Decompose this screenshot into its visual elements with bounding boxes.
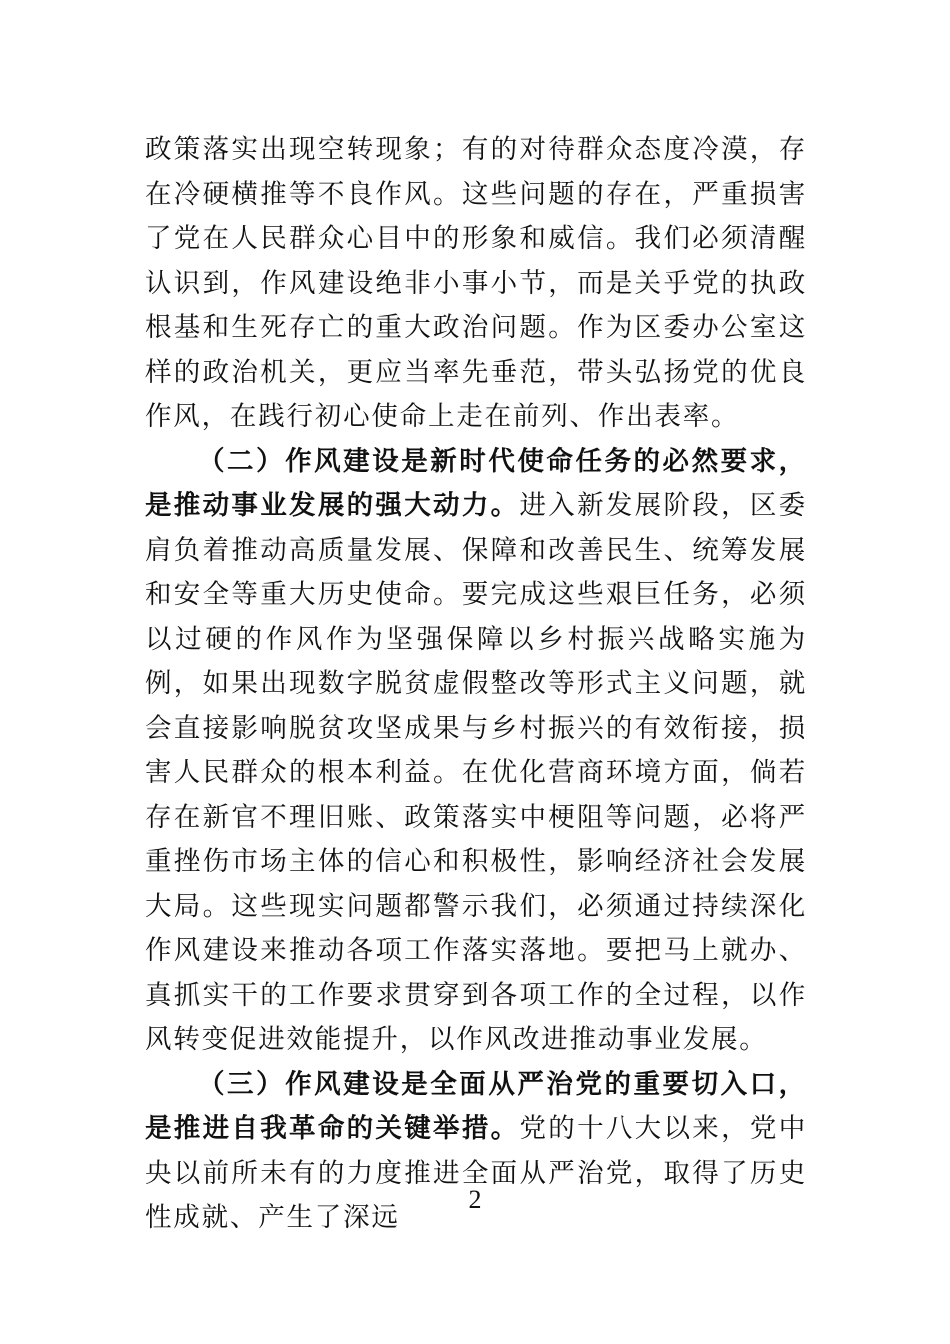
paragraph-3-text: 党的十八大以来，党中央以前所未有的力度推进全面从严治党，取得了历史性成就、产生了深远 [145,1113,808,1233]
document-body [145,128,807,1241]
paragraph-2-text: 进入新发展阶段，区委肩负着推动高质量发展、保障和改善民生、统筹发展和安全等重大历史使命。要完成这些艰巨任务，必须以过硬的作风作为坚强保障以乡村振兴战略实施为例，如果出现数字脱贫虚假整改等形式主义问题，就会直接影响脱贫攻坚成果与乡村振兴的有效衔接，损害人民群众的根本利益。在优化营商环境方面，倘若存在新官不理旧账、政策落实中梗阻等问题，必将严重挫伤市场主体的信心和积极性，影响经济社会发展大局。这些现实问题都警示我们，必须通过持续深化作风建设来推动各项工作落实落地。要把马上就办、真抓实干的工作要求贯穿到各项工作的全过程，以作风转变促进效能提升，以作风改进推动事业发展。 [145,490,808,1055]
section-heading-3: （三）作风建设是全面从严治党的重要切入口，是推进自我革命的关键举措。 [145,1068,807,1144]
paragraph-1 [145,128,807,440]
paragraph-1-text: 政策落实出现空转现象；有的对待群众态度冷漠，存在冷硬横推等不良作风。这些问题的存在，严重损害了党在人民群众心目中的形象和威信。我们必须清醒认识到，作风建设绝非小事小节，而是关乎党的执政根基和生死存亡的重大政治问题。作为区委办公室这样的政治机关，更应当率先垂范，带头弘扬党的优良作风，在践行初心使命上走在前列、作出表率。 [145,134,807,432]
paragraph-2 [145,440,807,1063]
page-number: 2 [468,1185,482,1214]
section-heading-2: （二）作风建设是新时代使命任务的必然要求，是推动事业发展的强大动力。 [145,445,807,521]
